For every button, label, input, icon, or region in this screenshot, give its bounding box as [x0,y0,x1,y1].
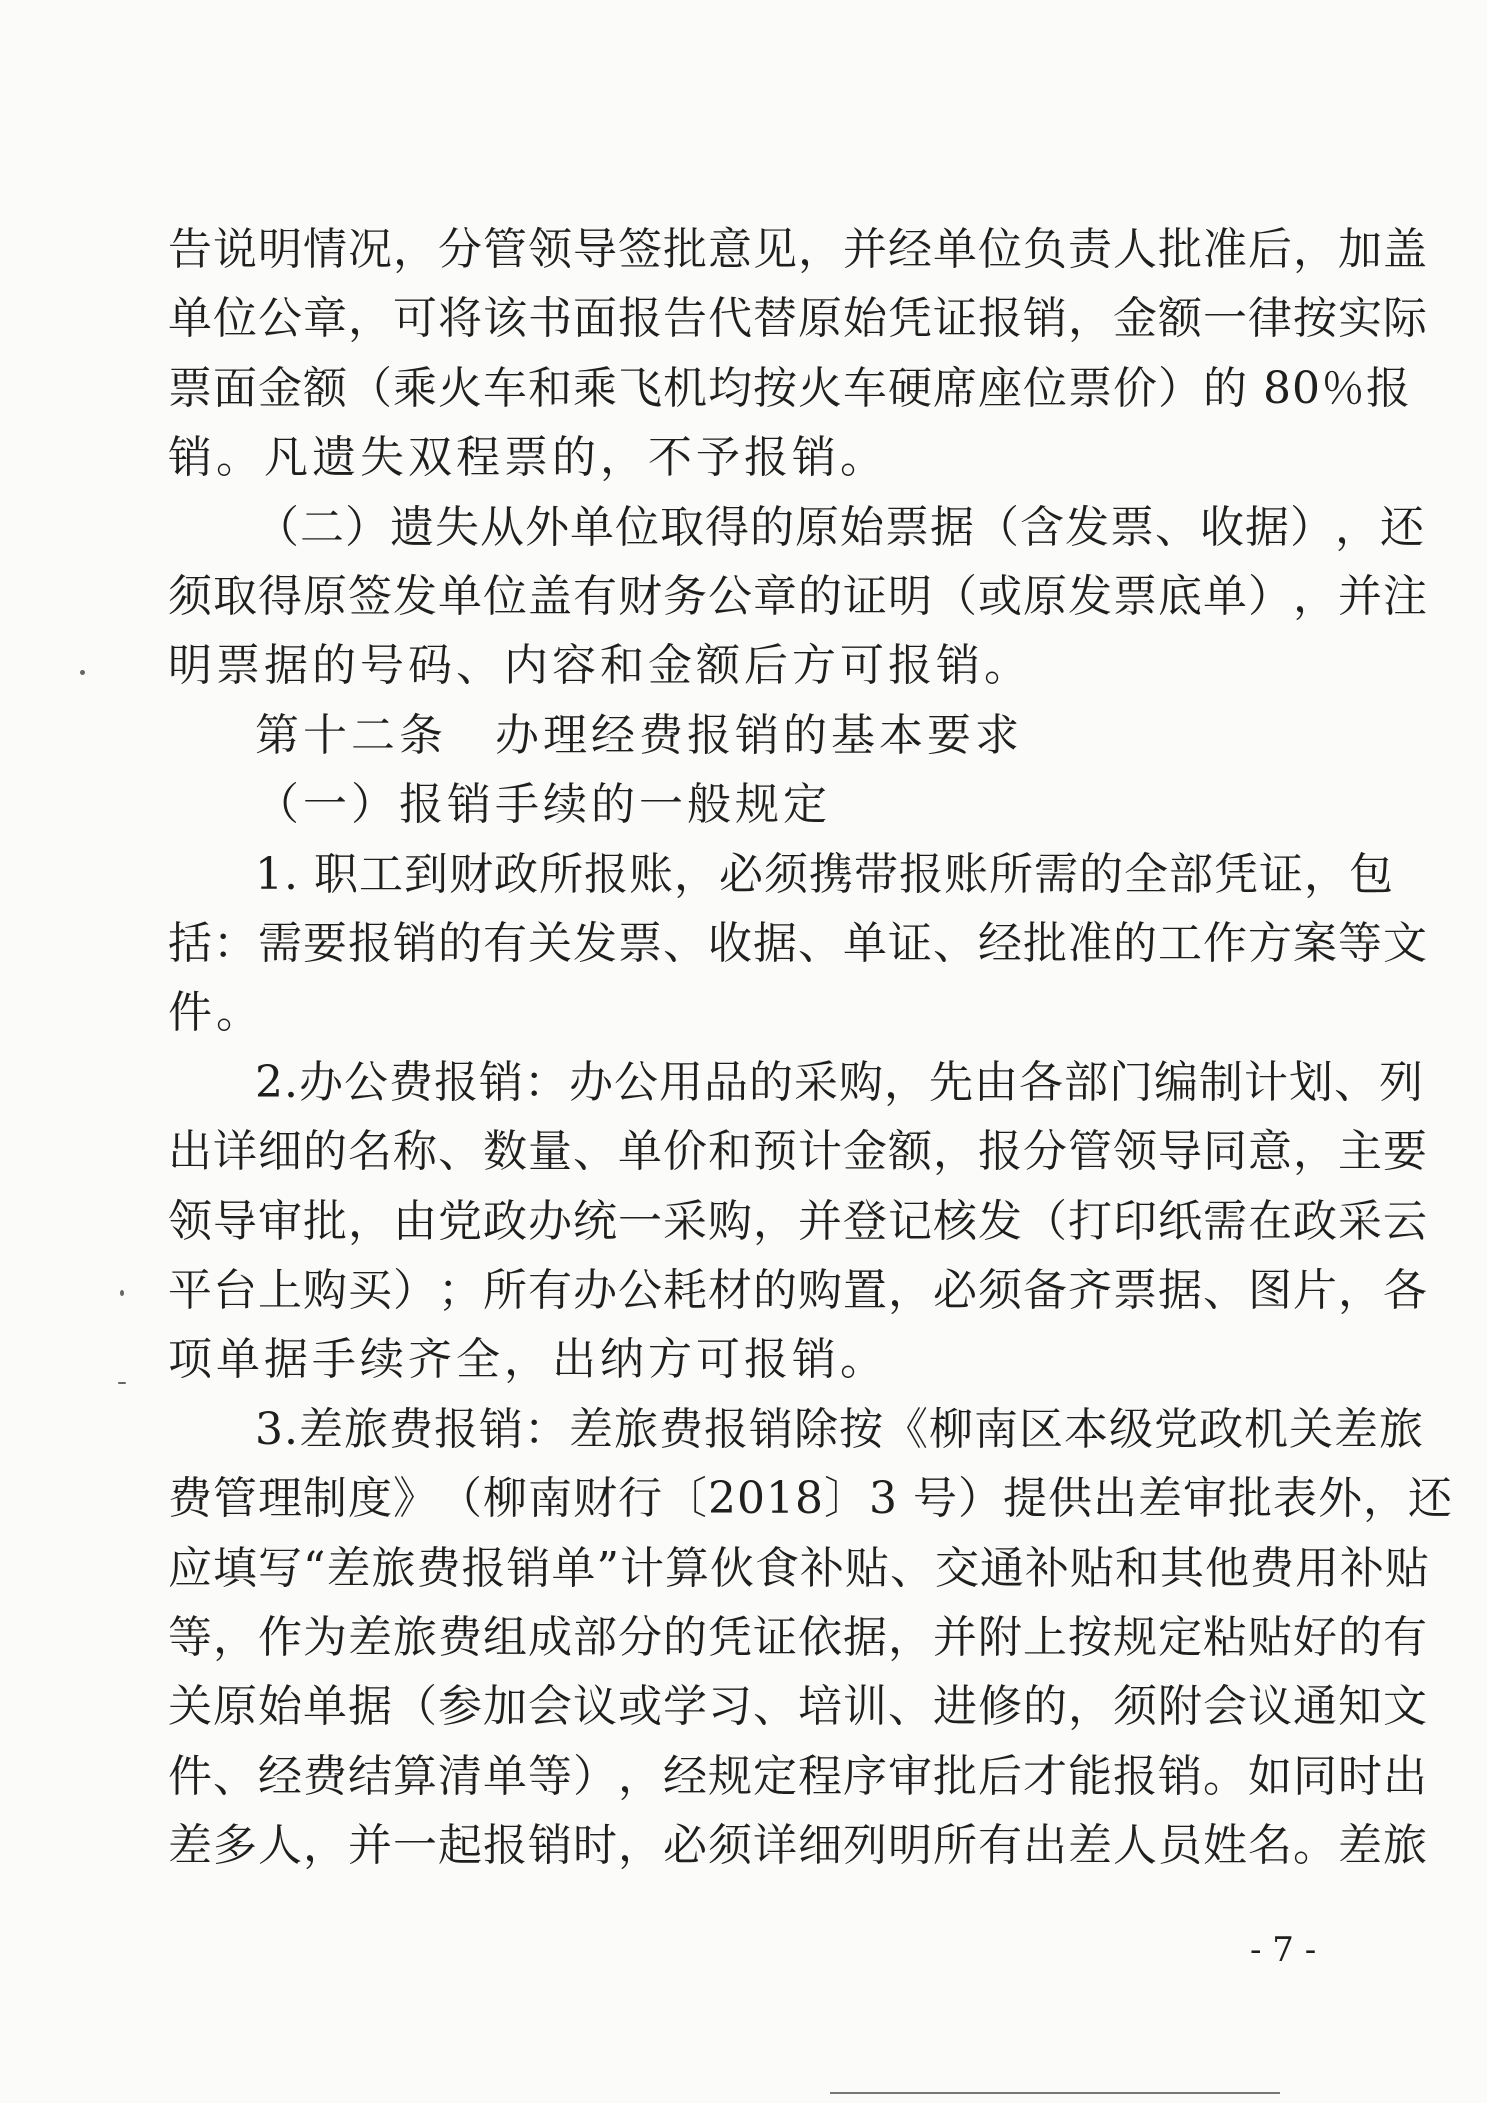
text-line: 件。 [168,987,264,1039]
text-line: 1 . 职 工 到 财 政 所 报 账 ， 必 须 携 带 报 账 所 需 的 全 部 凭 证 ， 包 [255,848,1394,900]
text-line: 费 管 理 制 度 》 （ 柳 南 财 行 〔 2 0 1 8 〕 3 号 ） 提 供 出 差 审 批 表 外 ， 还 [168,1473,1453,1525]
text-line: 告 说 明 情 况 ， 分 管 领 导 签 批 意 见 ， 并 经 单 位 负 责 人 批 准 后 ， 加 盖 [168,224,1428,275]
text-line: 项单据手续齐全，出纳方可报销。 [168,1334,888,1386]
text-line: 括 ： 需 要 报 销 的 有 关 发 票 、 收 据 、 单 证 、 经 批 准 的 工 作 方 案 等 文 [168,918,1428,969]
text-line: 须 取 得 原 签 发 单 位 盖 有 财 务 公 章 的 证 明 （ 或 原 发 票 底 单 ） ， 并 注 [168,571,1428,622]
text-line: （ 二 ） 遗 失 从 外 单 位 取 得 的 原 始 票 据 （ 含 发 票 、 收 据 ） ， 还 [255,501,1425,553]
text-line: 应 填 写 “ 差 旅 费 报 销 单 ” 计 算 伙 食 补 贴 、 交 通 补 贴 和 其 他 费 用 补 贴 [168,1542,1430,1594]
text-line: 等 ， 作 为 差 旅 费 组 成 部 分 的 凭 证 依 据 ， 并 附 上 按 规 定 粘 贴 好 的 有 [168,1612,1428,1663]
text-line: 2 . 办 公 费 报 销 ： 办 公 用 品 的 采 购 ， 先 由 各 部 门 编 制 计 划 、 列 [255,1056,1424,1108]
text-line: 领 导 审 批 ， 由 党 政 办 统 一 采 购 ， 并 登 记 核 发 （ 打 印 纸 需 在 政 采 云 [168,1195,1428,1247]
scan-speck [120,1290,124,1296]
text-line: 明票据的号码、内容和金额后方可报销。 [168,640,1032,692]
scan-edge-line [830,2092,1280,2094]
text-line: 销。凡遗失双程票的，不予报销。 [168,432,888,484]
text-line: 单 位 公 章 ， 可 将 该 书 面 报 告 代 替 原 始 凭 证 报 销 ， 金 额 一 律 按 实 际 [168,293,1428,345]
text-line: （一）报销手续的一般规定 [255,779,831,831]
page-number: - 7 - [1250,1930,1317,1970]
text-line: 关 原 始 单 据 （ 参 加 会 议 或 学 习 、 培 训 、 进 修 的 ， 须 附 会 议 通 知 文 [168,1681,1428,1733]
text-line: 出 详 细 的 名 称 、 数 量 、 单 价 和 预 计 金 额 ， 报 分 管 领 导 同 意 ， 主 要 [168,1126,1428,1178]
text-line: 件 、 经 费 结 算 清 单 等 ） ， 经 规 定 程 序 审 批 后 才 能 报 销 。 如 同 时 出 [168,1750,1428,1802]
scan-speck [118,1382,126,1384]
text-line: 平 台 上 购 买 ） ； 所 有 办 公 耗 材 的 购 置 ， 必 须 备 齐 票 据 、 图 片 ， 各 [168,1265,1428,1316]
text-line: 3 . 差 旅 费 报 销 ： 差 旅 费 报 销 除 按 《 柳 南 区 本 级 党 政 机 关 差 旅 [255,1403,1424,1455]
text-line: 差 多 人 ， 并 一 起 报 销 时 ， 必 须 详 细 列 明 所 有 出 差 人 员 姓 名 。 差 旅 [168,1820,1428,1872]
text-line: 第十二条 办理经费报销的基本要求 [255,709,1023,761]
text-line: 票 面 金 额 （ 乘 火 车 和 乘 飞 机 均 按 火 车 硬 席 座 位 票 价 ） 的 8 0 ％ 报 [168,362,1411,414]
scan-speck [80,670,85,675]
